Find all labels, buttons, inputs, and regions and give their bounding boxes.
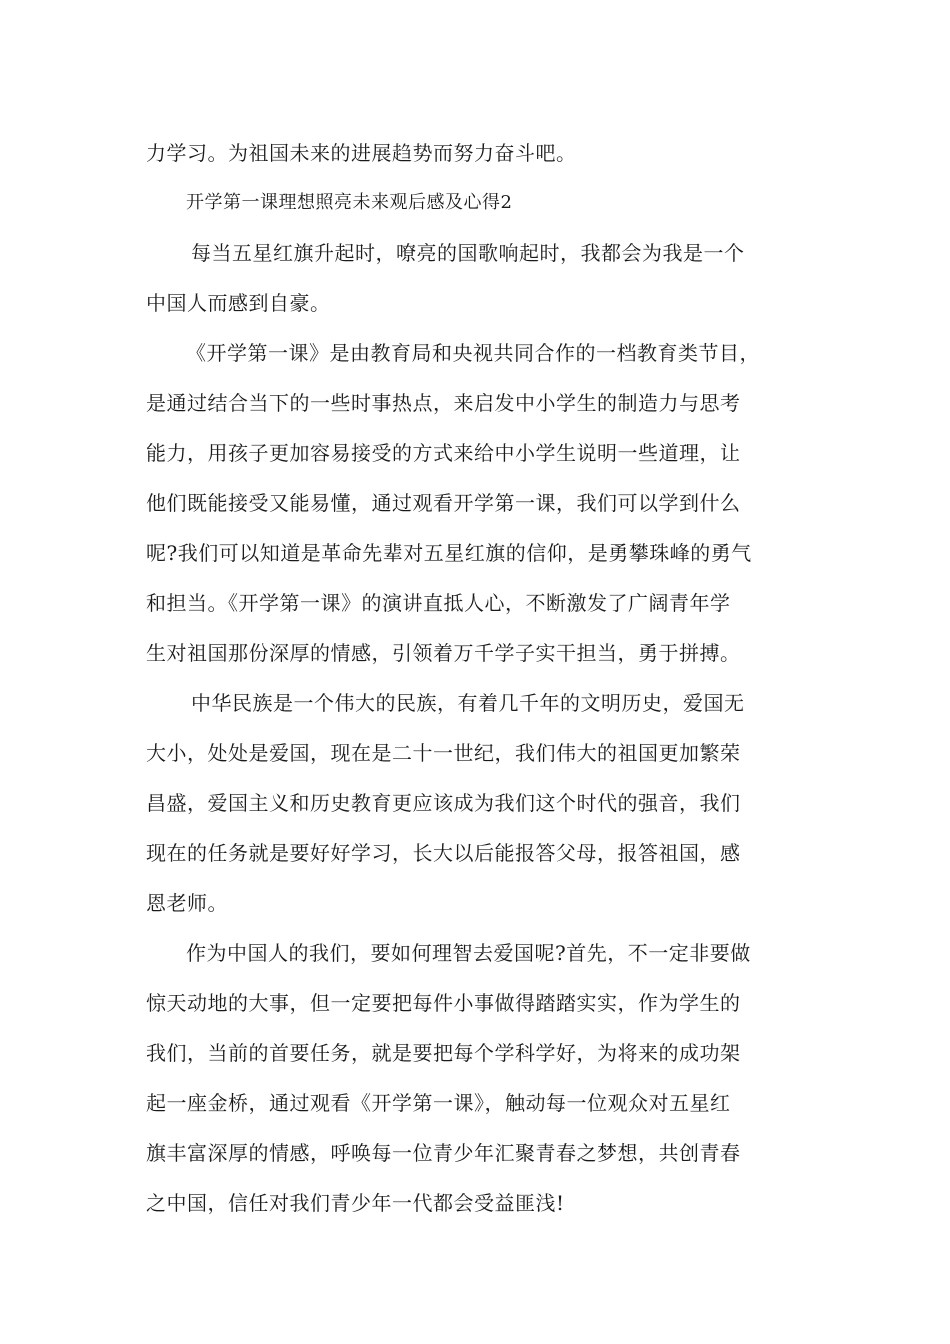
text-line: 生对祖国那份深厚的情感，引领着万千学子实干担当，勇于拼搏。 — [146, 641, 741, 665]
document-body — [146, 128, 808, 1228]
text-line: 呢?我们可以知道是革命先辈对五星红旗的信仰，是勇攀珠峰的勇气 — [146, 541, 752, 565]
section-title: 开学第一课理想照亮未来观后感及心得2 — [186, 192, 513, 213]
text-line: 是通过结合当下的一些时事热点，来启发中小学生的制造力与思考 — [146, 391, 741, 415]
text-line: 《开学第一课》是由教育局和央视共同合作的一档教育类节目， — [186, 341, 760, 365]
text-line: 惊天动地的大事，但一定要把每件小事做得踏踏实实，作为学生的 — [146, 991, 741, 1015]
text-line: 中华民族是一个伟大的民族，有着几千年的文明历史，爱国无 — [191, 691, 745, 715]
text-line: 恩老师。 — [146, 891, 228, 915]
text-line: 每当五星红旗升起时，嘹亮的国歌响起时，我都会为我是一个 — [191, 241, 745, 265]
text-line: 作为中国人的我们，要如何理智去爱国呢?首先，不一定非要做 — [186, 941, 751, 965]
text-line: 昌盛，爱国主义和历史教育更应该成为我们这个时代的强音，我们 — [146, 791, 741, 815]
text-line: 我们，当前的首要任务，就是要把每个学科学好，为将来的成功架 — [146, 1041, 741, 1065]
text-line: 旗丰富深厚的情感，呼唤每一位青少年汇聚青春之梦想，共创青春 — [146, 1141, 741, 1165]
text-line: 力学习。为祖国未来的进展趋势而努力奋斗吧。 — [146, 141, 577, 165]
text-line: 起一座金桥，通过观看《开学第一课》，触动每一位观众对五星红 — [146, 1091, 731, 1115]
text-line: 和担当。《开学第一课》的演讲直抵人心，不断激发了广阔青年学 — [146, 591, 731, 615]
text-line: 大小，处处是爱国，现在是二十一世纪，我们伟大的祖国更加繁荣 — [146, 741, 741, 765]
text-line: 他们既能接受又能易懂，通过观看开学第一课，我们可以学到什么 — [146, 491, 741, 515]
text-line: 能力，用孩子更加容易接受的方式来给中小学生说明一些道理，让 — [146, 441, 741, 465]
text-line: 中国人而感到自豪。 — [146, 291, 331, 315]
text-line: 之中国，信任对我们青少年一代都会受益匪浅! — [146, 1191, 565, 1215]
text-line: 现在的任务就是要好好学习，长大以后能报答父母，报答祖国，感 — [146, 841, 741, 865]
